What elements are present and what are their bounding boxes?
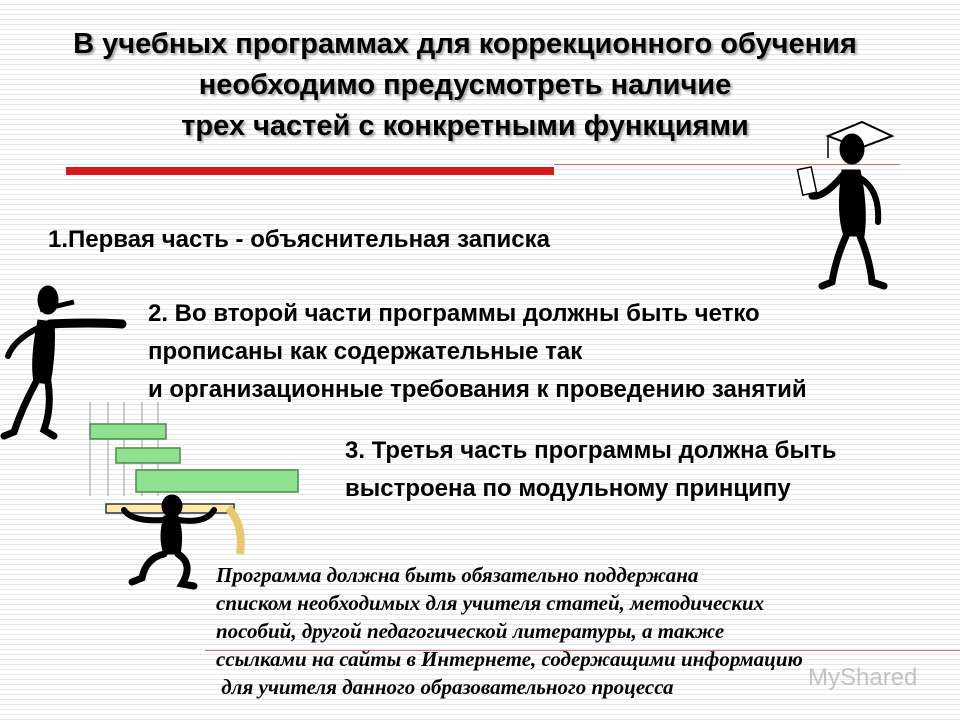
red-accent-bar <box>66 167 554 175</box>
title-line-2: необходимо предусмотреть наличие <box>198 69 732 101</box>
part-1-text: 1.Первая часть - объяснительная записка <box>48 226 550 253</box>
part-3-line-2: выстроена по модульному принципу <box>345 475 791 502</box>
part-2-line-1: 2. Во второй части программы должны быть четко <box>148 300 760 327</box>
part-3-text <box>345 432 955 508</box>
part-2-line-3: и организационные требования к проведению занятий <box>148 376 807 403</box>
note-line-3: пособий, другой педагогической литературы, а также <box>216 619 725 643</box>
note-line-4: ссылками на сайты в Интернете, содержащими информацию <box>216 647 803 671</box>
part-2-text <box>148 295 948 409</box>
watermark: MyShared <box>808 664 918 691</box>
note-line-1: Программа должна быть обязательно поддержана <box>216 563 699 587</box>
stair-blocks-icon <box>84 398 302 496</box>
part-3-line-1: 3. Третья часть программы должна быть <box>345 437 837 464</box>
title-line-3: трех частей с конкретными функциями <box>181 110 749 142</box>
part-2-line-2: прописаны как содержательные так <box>148 338 583 365</box>
title-line-1: В учебных программах для коррекционного обучения <box>73 28 857 60</box>
graduate-figure-icon <box>788 118 900 294</box>
note-line-5: для учителя данного образовательного процесса <box>216 675 674 699</box>
note-line-2: списком необходимых для учителя статей, методических <box>216 591 765 615</box>
